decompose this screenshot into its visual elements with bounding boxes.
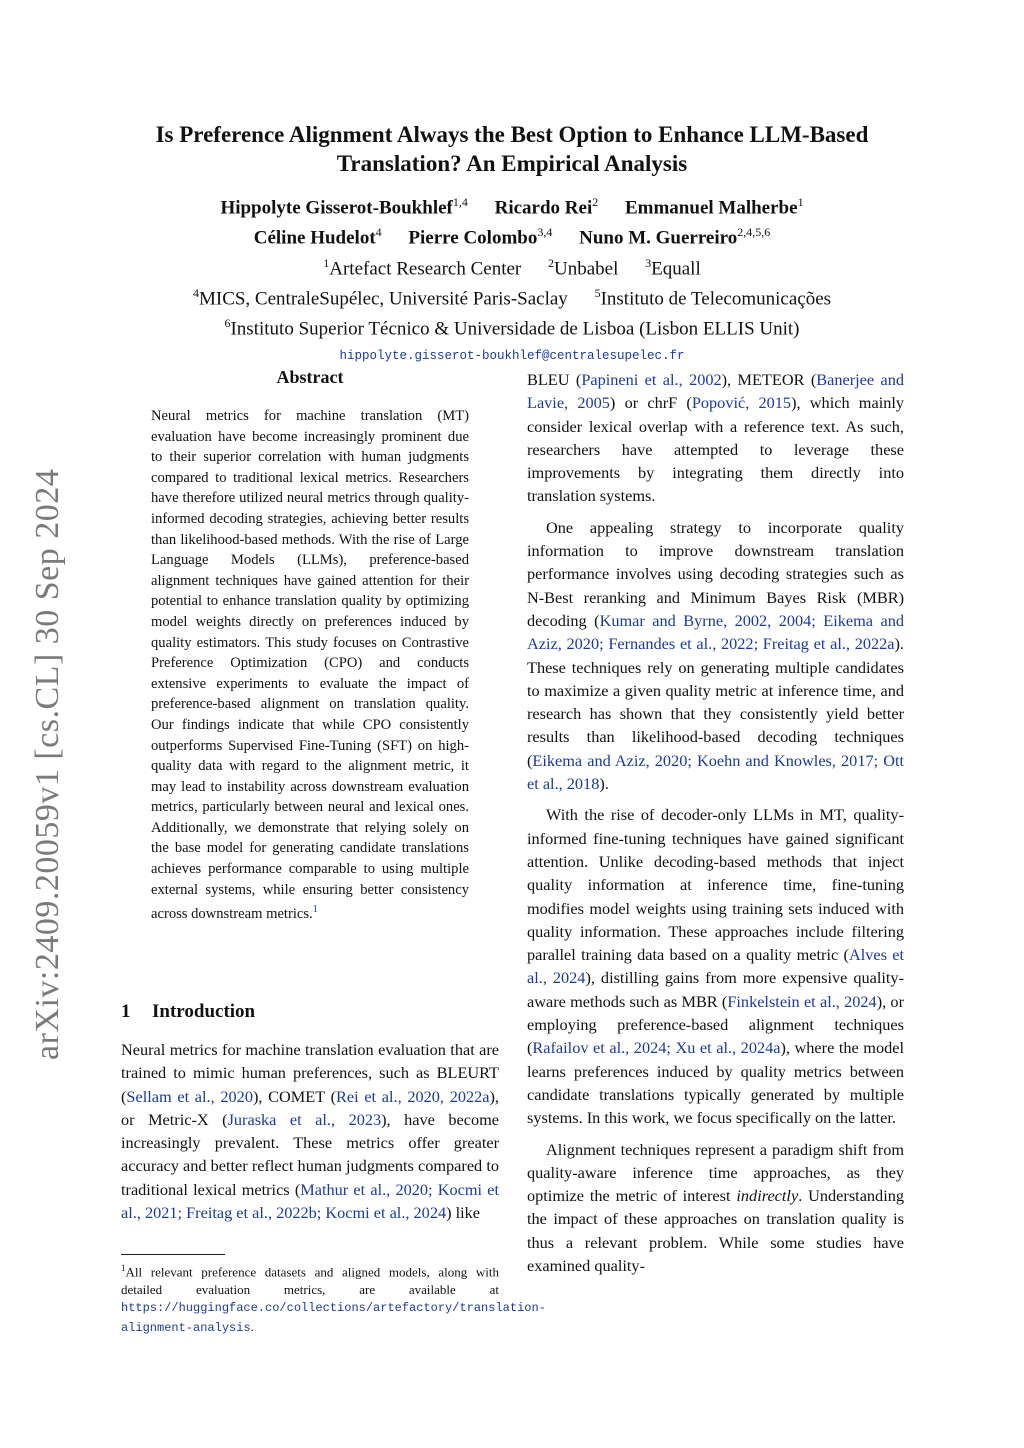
affiliation: Unbabel [554,257,619,279]
paragraph-text: Neural metrics for machine translation evaluation that are trained to mimic human preferences, such as BLEURT ( [121,1040,499,1106]
paragraph-text: ), which mainly consider lexical overlap with a reference text. As such, researchers have attempted to leverage these improvements by integrating them directly into translation systems. [527,393,905,506]
citation-link[interactable]: Alves et al., 2024 [527,945,904,988]
title-line-1: Is Preference Alignment Always the Best Option to Enhance LLM-Based [155,122,869,147]
footnote-text: All relevant preference datasets and aligned models, along with detailed evaluation metrics, are available at [121,1264,499,1297]
paragraph-text: ), where the model learns preferences induced by quality metrics between candidate translations typically generated by multiple systems. In this work, we focus specifically on the latter. [527,1038,905,1128]
footnote-rule [121,1254,225,1255]
author: Ricardo Rei [494,197,593,219]
author: Nuno M. Guerreiro [579,227,738,249]
footnote-ref-link[interactable]: 1 [312,904,318,916]
paragraph-text: ), METEOR ( [721,370,817,389]
paragraph-text: BLEU ( [527,370,582,389]
paragraph-text: One appealing strategy to incorporate quality information to improve downstream translation performance involves using decoding strategies such as N-Best reranking and Minimum Bayes Risk (MBR) decoding ( [527,517,904,630]
citation-link[interactable]: Rafailov et al., 2024; Xu et al., 2024a [532,1038,781,1058]
citation-link[interactable]: Popović, 2015 [691,393,792,413]
right-column [527,368,904,1277]
author: Céline Hudelot [253,227,376,249]
intro-paragraph-1 [121,1038,499,1224]
paragraph-text: ), or Metric-X ( [121,1086,500,1129]
affiliation-row-3: $^6$Instituto Superior Técnico & Universidade de Lisboa (Lisbon ELLIS Unit) [224,316,800,340]
paragraph-text: ). [599,774,609,794]
citation-link[interactable]: Papineni et al., 2002 [581,370,722,389]
email-row [100,342,924,368]
paragraph-text: ), COMET ( [252,1086,336,1106]
author-block [100,190,924,368]
paragraph-text: indirectly [736,1186,799,1206]
paragraph [527,803,904,1129]
section-number: 1 [121,1001,131,1022]
affiliation: Instituto Superior Técnico & Universidade de Lisboa (Lisbon ELLIS Unit) [230,318,800,340]
abstract-heading: Abstract [276,367,344,387]
section-heading [121,1001,255,1023]
author-email-link[interactable]: hippolyte.gisserot-boukhlef@centralesupelec.fr [339,348,685,363]
affiliation: Artefact Research Center [329,257,522,279]
paragraph-text: ) like [446,1203,481,1223]
affiliation-row-1: $^1$Artefact Research Center $^2$Unbabel $^3$Equall [323,255,701,279]
paragraph-text: ), have become increasingly prevalent. These metrics offer greater accuracy and better reflect human judgments compared to traditional lexical metrics ( [121,1109,500,1199]
paragraph [527,1138,904,1278]
paragraph-text: ), or employing preference-based alignment techniques ( [527,991,904,1058]
paragraph [527,368,904,508]
paragraph-text: ) or chrF ( [609,393,692,413]
citation-link[interactable]: Kumar and Byrne, 2002, 2004; Eikema and Aziz, 2020; Fernandes et al., 2022; Freitag et al., 2022a [527,610,905,654]
paragraph-text: Alignment techniques represent a paradigm shift from quality-aware inference time approaches, as they optimize the metric of interest [527,1139,904,1206]
paragraph-text: ), distilling gains from more expensive quality-aware methods such as MBR ( [527,968,904,1011]
abstract-body [151,406,469,925]
footnote-url-link[interactable]: https://huggingface.co/collections/artefactory/translation-alignment-analysis [121,1301,546,1335]
author: Hippolyte Gisserot-Boukhlef [220,197,453,219]
citation-link[interactable]: Sellam et al., 2020 [126,1086,253,1106]
affiliation: Instituto de Telecomunicações [600,288,832,310]
affiliation-row-2: $^4$MICS, CentraleSupélec, Université Paris-Saclay $^5$Instituto de Telecomunicações [192,285,832,310]
paper-title [100,120,924,178]
paragraph-text: With the rise of decoder-only LLMs in MT, quality-informed fine-tuning techniques have gained significant attention. Unlike decoding-based methods that inject quality information at inference time, fine-tuning modifies model weights using training sets induced with quality information. These approaches include filtering parallel training data based on a quality metric ( [527,805,904,965]
affiliation: MICS, CentraleSupélec, Université Paris-Saclay [198,288,568,310]
arxiv-stamp: arXiv:2409.20059v1 [cs.CL] 30 Sep 2024 [29,468,66,1060]
affiliation: Equall [651,257,701,279]
author-row-1: Hippolyte Gisserot-Boukhlef$^{1,4}$ Ricardo Rei$^2$ Emmanuel Malherbe$^1$ [220,195,804,219]
citation-link[interactable]: Eikema and Aziz, 2020; Koehn and Knowles, 2017; Ott et al., 2018 [527,750,904,794]
author: Pierre Colombo [408,227,538,249]
abstract-text: Neural metrics for machine translation (MT) evaluation have become increasingly prominent due to their superior correlation with human judgments compared to traditional lexical metrics. Researchers have therefore utilized neural metrics through quality-informed decoding strategies, achieving better results than likelihood-based methods. With the rise of Large Language Models (LLMs), preference-based alignment techniques have gained attention for their potential to enhance translation quality by optimizing model weights directly on preferences induced by quality estimators. This study focuses on Contrastive Preference Optimization (CPO) and conducts extensive experiments to evaluate the impact of preference-based alignment on translation quality. Our findings indicate that while CPO consistently outperforms Supervised Fine-Tuning (SFT) on high-quality data with regard to the alignment metric, it may lead to instability across downstream evaluation metrics, particularly between neural and lexical ones. Additionally, we demonstrate that relying solely on the base model for generating candidate translations achieves performance comparable to using multiple external systems, while ensuring better consistency across downstream metrics. [151,408,469,923]
paragraph-text: ). These techniques rely on generating multiple candidates to maximize a given quality metric at inference time, and research has shown that they consistently yield better results than likelihood-based decoding techniques ( [527,634,904,770]
citation-link[interactable]: Rei et al., 2020, 2022a [336,1086,490,1106]
paragraph [121,1038,499,1224]
citation-link[interactable]: Finkelstein et al., 2024 [727,991,877,1011]
paragraph-text: . Understanding the impact of these approaches on translation quality is thus a relevant problem. While some studies have examined quality- [527,1186,905,1275]
author: Emmanuel Malherbe [624,197,798,219]
citation-link[interactable]: Juraska et al., 2023 [227,1109,382,1129]
citation-link[interactable]: Banerjee and Lavie, 2005 [527,370,904,413]
footnote-mark: 1 [121,1263,126,1273]
author-row-2: Céline Hudelot$^4$ Pierre Colombo$^{3,4}$ Nuno M. Guerreiro$^{2,4,5,6}$ [253,225,771,249]
section-title: Introduction [152,1001,256,1022]
paragraph [527,516,904,796]
footnote: $^1$All relevant preference datasets and aligned models, along with detailed evaluation metrics, are available at https://huggingface.co/collections/artefactory/translation-alignment-analysis. [121,1263,546,1335]
title-line-2: Translation? An Empirical Analysis [336,151,688,176]
citation-link[interactable]: Mathur et al., 2020; Kocmi et al., 2021; Freitag et al., 2022b; Kocmi et al., 2024 [121,1179,499,1223]
